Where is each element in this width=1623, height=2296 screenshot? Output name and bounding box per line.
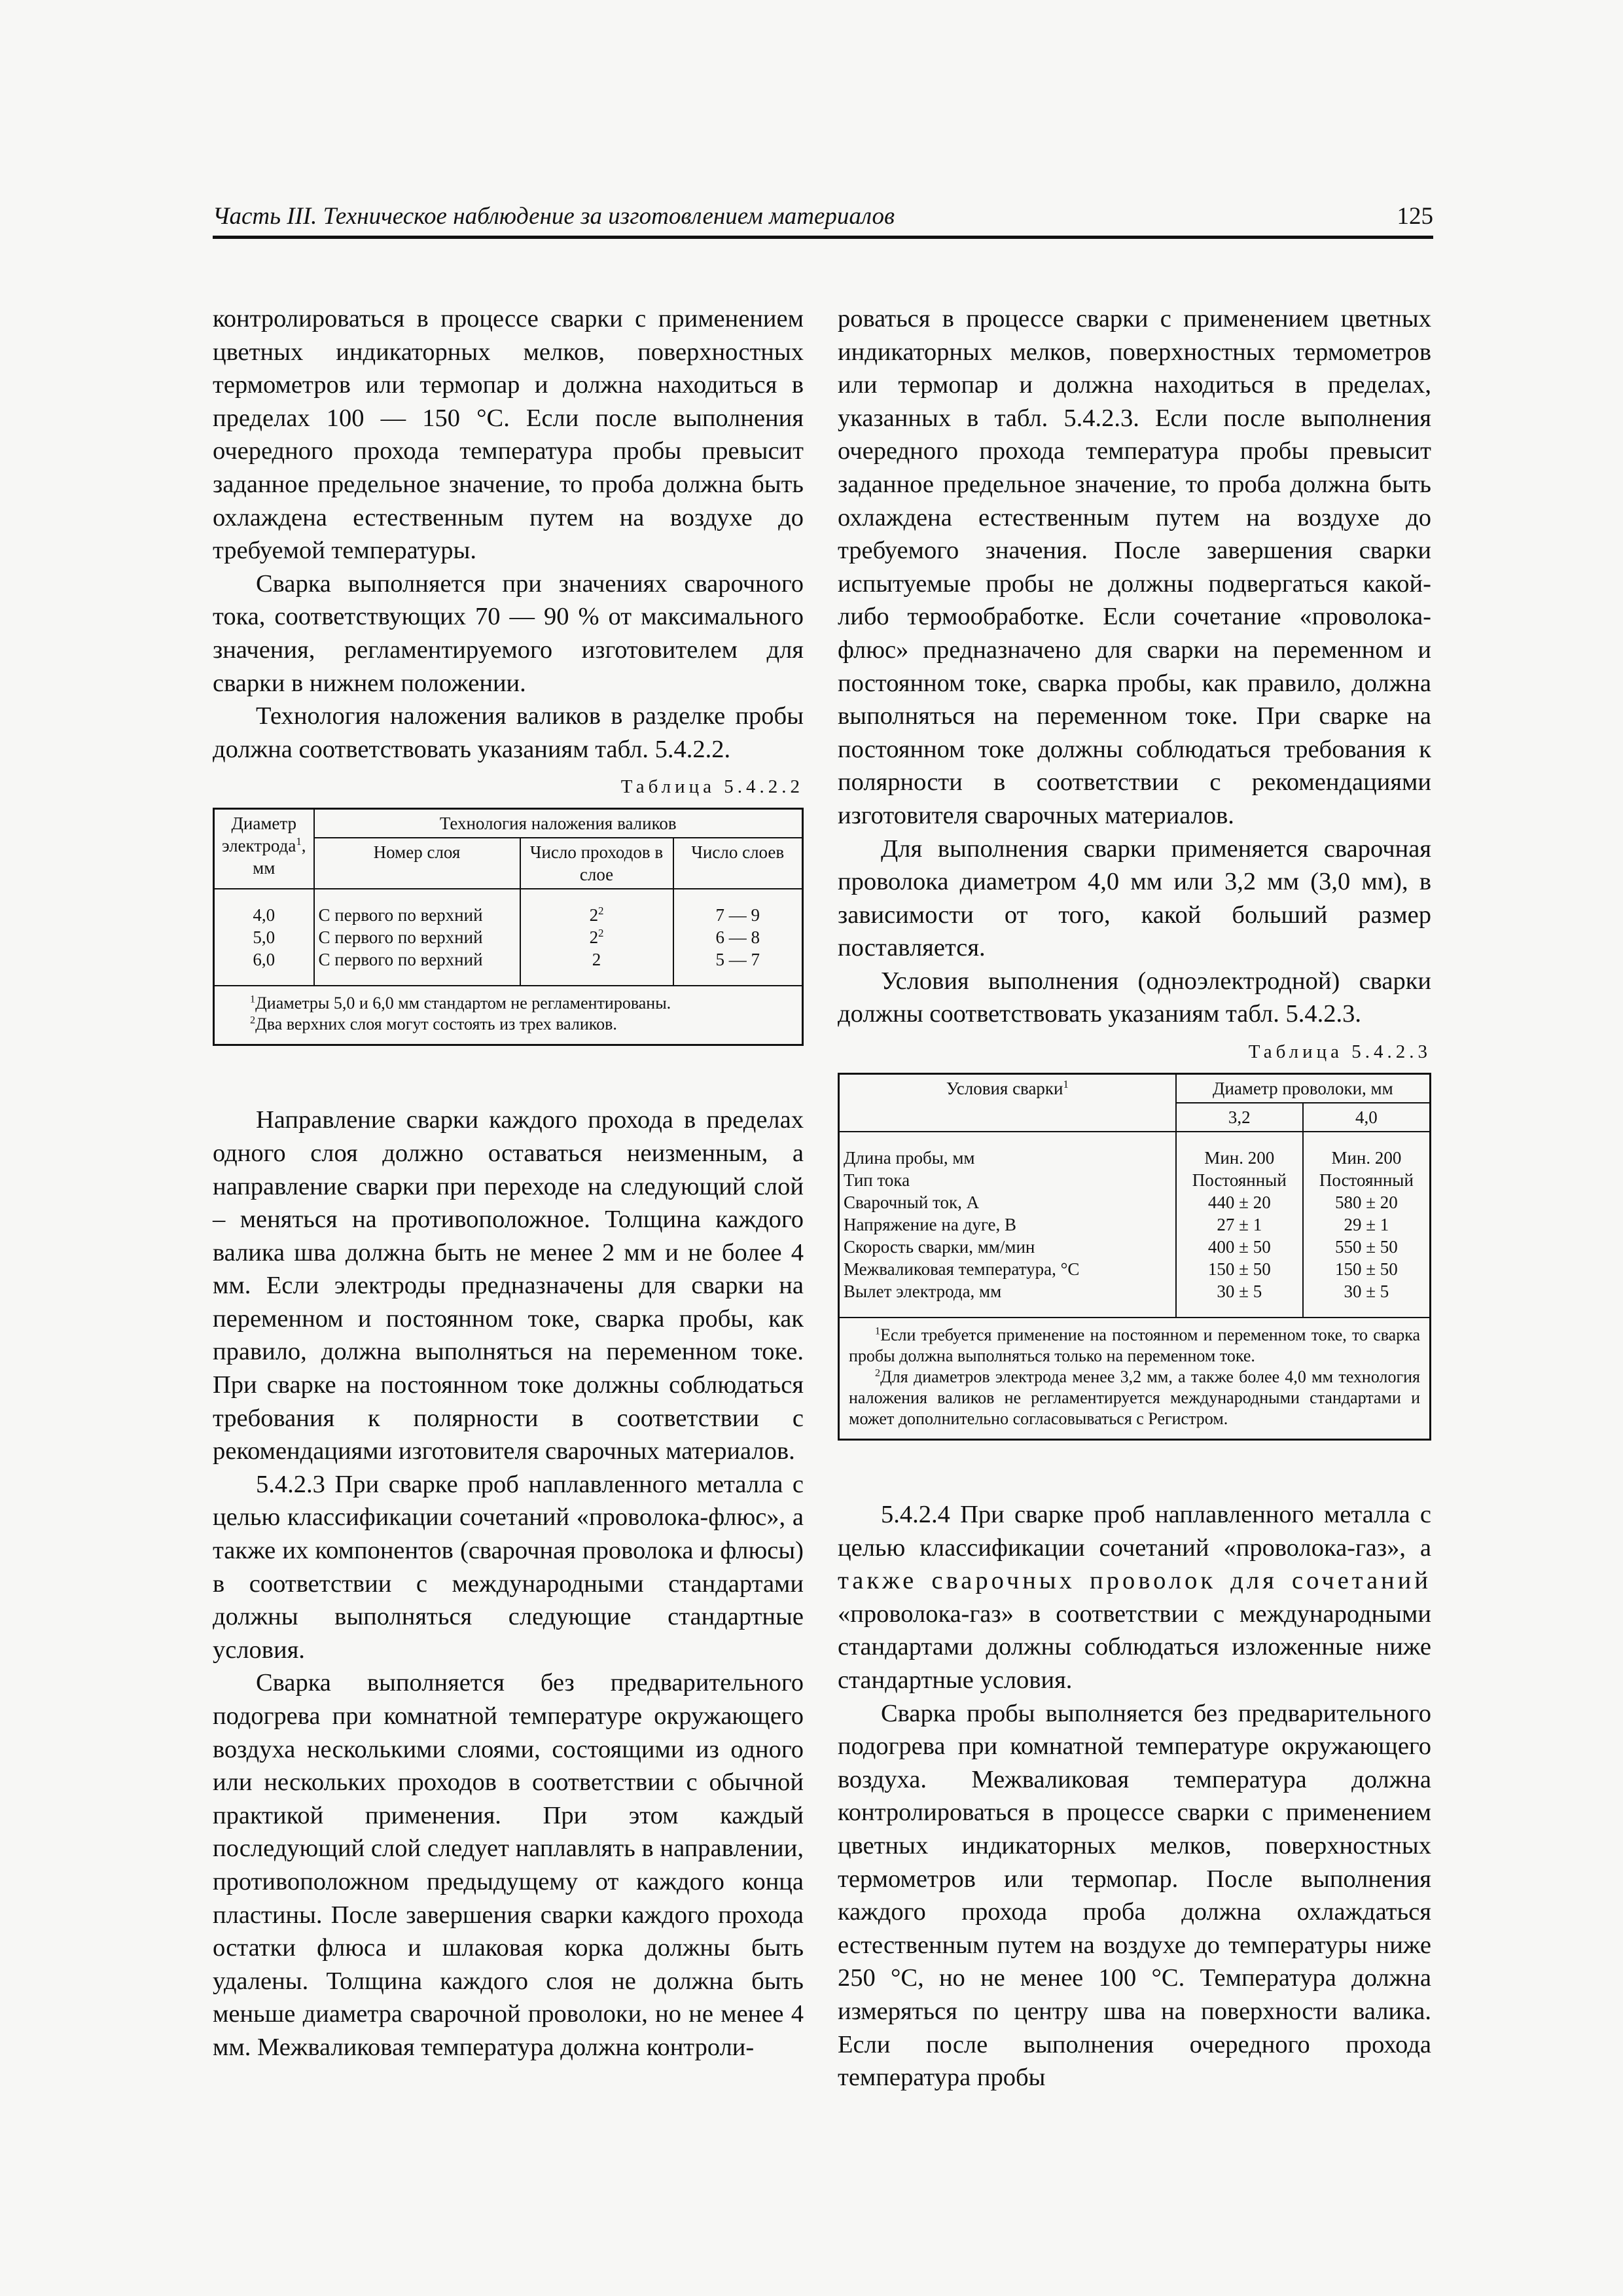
running-header-title: Часть III. Техническое наблюдение за изготовлением материалов — [213, 203, 895, 230]
table-header-cell: Число слоев — [673, 838, 803, 889]
table-header-cell: Число проходов в слое — [520, 838, 673, 889]
table-group-header: Диаметр проволоки, мм — [1176, 1074, 1431, 1103]
table-5-4-2-2 — [213, 808, 804, 1046]
table-footnote: $^1$Если требуется применение на постоянном и переменном токе, то сварка пробы должна выполняться только на переменном токе. $^2$Для диаметров электрода менее 3,2 мм, а также более 4,0 мм технология наложения валиков не регламентируется международными стандартами и может дополнительно согласовываться с Регистром. — [839, 1318, 1431, 1440]
table-cell: 4,0 5,0 6,0 — [214, 889, 314, 986]
page-number: 125 — [1397, 203, 1433, 230]
table-cell: $2^2$ $2^2$ 2 — [520, 889, 673, 986]
table-body-row — [839, 1132, 1431, 1318]
paragraph: Условия выполнения (одноэлектродной) сварки должны соответствовать указаниям табл. 5.4.2.3. — [838, 967, 1431, 1028]
table-footnote: $^1$Диаметры 5,0 и 6,0 мм стандартом не регламентированы. $^2$Два верхних слоя могут состоять из трех валиков. — [214, 986, 803, 1045]
paragraph: роваться в процессе сварки с применением цветных индикаторных мелков, поверхностных термометров или термопар и должна находиться в пределах, указанных в табл. 5.4.2.3. Если после выполнения очередного прохода температура пробы превысит заданное предельное значение, то проба должна быть охлаждена естественным путем на воздухе до требуемого значения. После завершения сварки испытуемые пробы не должны подвергаться какой-либо термообработке. Если сочетание «проволока-флюс» предназначено для сварки на переменном и постоянном токе, сварка пробы, как правило, должна выполняться на переменном токе. При сварке на постоянном токе должны соблюдаться требования к полярности в соответствии с рекомендациями изготовителя сварочных материалов. — [838, 305, 1431, 829]
paragraph: контролироваться в процессе сварки с применением цветных индикаторных мелков, поверхностных термометров или термопар и должна находиться в пределах 100 — 150 °С. Если после выполнения очередного прохода температура пробы превысит заданное предельное значение, то проба должна быть охлаждена естественным путем на воздухе до требуемой температуры. — [213, 305, 804, 565]
table-group-header: Технология наложения валиков — [314, 809, 803, 838]
table-caption: Таблица 5.4.2.2 — [620, 776, 804, 798]
table-header-cell: Диаметр электрода$^1$, мм — [214, 809, 314, 889]
table-header-cell: 3,2 — [1176, 1103, 1303, 1132]
table-header-cell: 4,0 — [1303, 1103, 1431, 1132]
table-cell: С первого по верхний С первого по верхний С первого по верхний — [314, 889, 520, 986]
paragraph: Для выполнения сварки применяется сварочная проволока диаметром 4,0 мм или 3,2 мм (3,0 мм), в зависимости от того, какой больший размер поставляется. — [838, 834, 1431, 962]
table-cell: Мин. 200 Постоянный 440 ± 20 27 ± 1 400 ± 50 150 ± 50 30 ± 5 — [1176, 1132, 1303, 1318]
table-header-cell: Номер слоя — [314, 838, 520, 889]
paragraph: Сварка выполняется без предварительного подогрева при комнатной температуре окружающего воздуха несколькими слоями, состоящими из одного или нескольких проходов в соответствии с обычной практикой применения. При этом каждый последующий слой следует наплавлять в направлении, противоположном предыдущему от каждого конца пластины. После завершения сварки каждого прохода остатки флюса и шлаковая корка должны быть удалены. Толщина каждого слоя не должна быть меньше диаметра сварочной проволоки, но не менее 4 мм. Межваликовая температура должна контроли- — [213, 1669, 804, 2061]
paragraph: 5.4.2.3 При сварке проб наплавленного металла с целью классификации сочетаний «проволока-флюс», а также их компонентов (сварочная проволока и флюсы) в соответствии с международными стандартами должны выполняться следующие стандартные условия. — [213, 1470, 804, 1664]
left-column — [213, 302, 804, 2064]
table-cell: Мин. 200 Постоянный 580 ± 20 29 ± 1 550 ± 50 150 ± 50 30 ± 5 — [1303, 1132, 1431, 1318]
right-column — [838, 302, 1431, 2094]
running-header — [213, 198, 1433, 239]
table-cell: Длина пробы, мм Тип тока Сварочный ток, А Напряжение на дуге, В Скорость сварки, мм/мин Межваликовая температура, °С Вылет электрода, мм — [839, 1132, 1176, 1318]
table-5-4-2-3 — [838, 1073, 1431, 1441]
table-caption: Таблица 5.4.2.3 — [1248, 1041, 1431, 1063]
paragraph: Сварка выполняется при значениях сварочного тока, соответствующих 70 — 90 % от максимального значения, регламентируемого изготовителем для сварки в нижнем положении. — [213, 569, 804, 697]
paragraph: Сварка пробы выполняется без предварительного подогрева при комнатной температуре окружающего воздуха. Межваликовая температура должна контролироваться в процессе сварки с применением цветных индикаторных мелков, поверхностных термометров или термопар. После выполнения каждого прохода проба должна охлаждаться естественным путем на воздухе до температуры ниже 250 °С, но не менее 100 °С. Температура должна измеряться по центру шва на поверхности валика. Если после выполнения очередного прохода температура пробы — [838, 1699, 1431, 2092]
table-header-cell: Условия сварки$^1$ — [839, 1074, 1176, 1132]
paragraph: Технология наложения валиков в разделке пробы должна соответствовать указаниям табл. 5.4.2.2. — [213, 702, 804, 763]
paragraph: Направление сварки каждого прохода в пределах одного слоя должно оставаться неизменным, а направление сварки при переходе на следующий слой – меняться на противоположное. Толщина каждого валика шва должна быть не менее 2 мм и не более 4 мм. Если электроды предназначены для сварки на переменном и постоянном токе, сварка пробы, как правило, должна выполняться на переменном токе. При сварке на постоянном токе должны соблюдаться требования к полярности в соответствии с рекомендациями изготовителя сварочных материалов. — [213, 1106, 804, 1465]
table-body-row — [214, 889, 803, 986]
paragraph: 5.4.2.4 При сварке проб наплавленного металла с целью классификации сочетаний «проволока-газ», а также сварочных проволок для сочетаний «проволока-газ» в соответствии с международными стандартами должны соблюдаться изложенные ниже стандартные условия. — [838, 1501, 1431, 1695]
table-cell: 7 — 9 6 — 8 5 — 7 — [673, 889, 803, 986]
